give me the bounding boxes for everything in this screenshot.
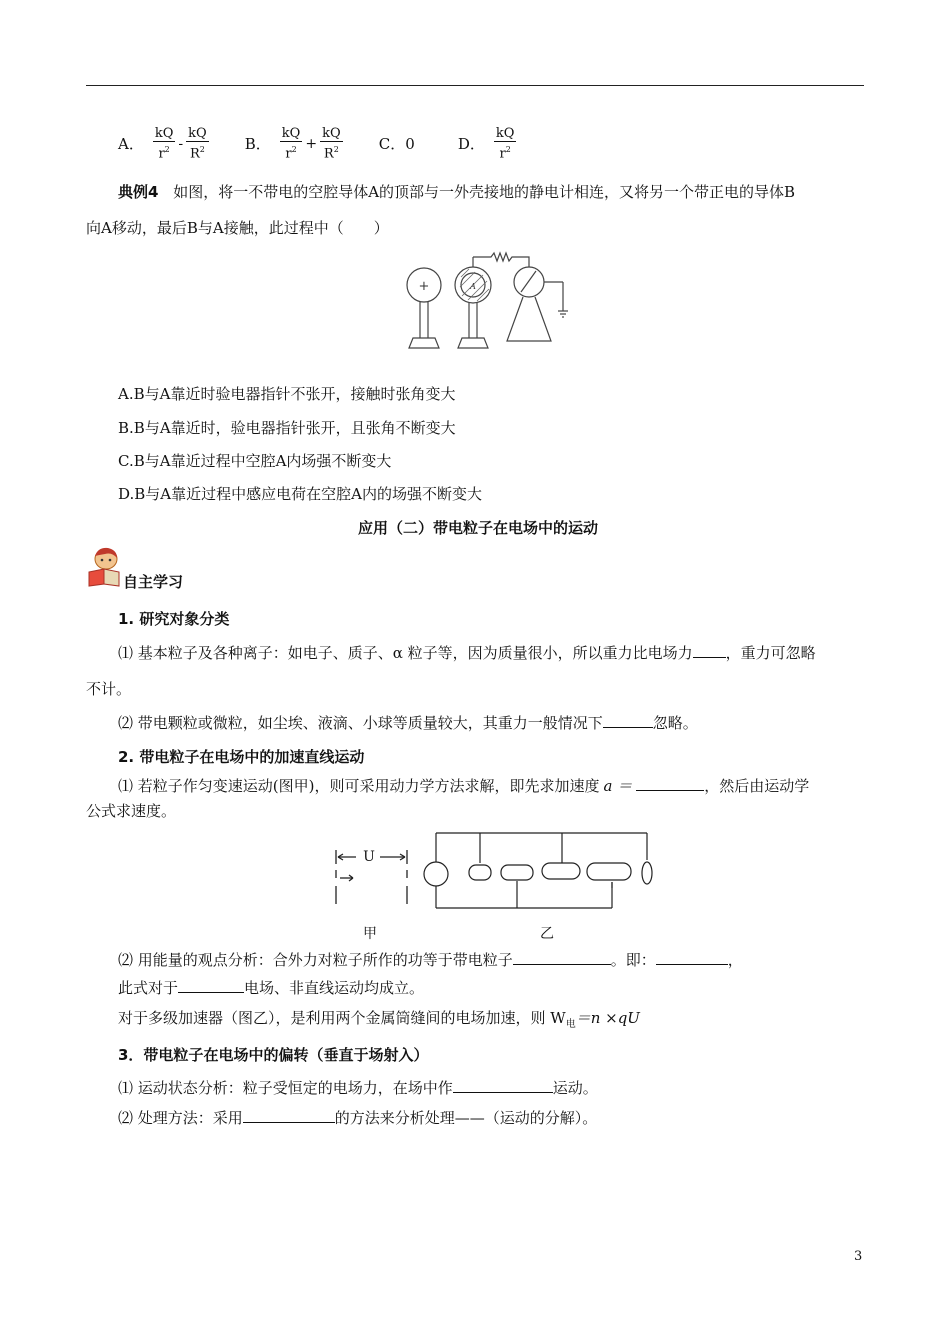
label-u: U xyxy=(363,849,375,865)
choice-c: C.B与A靠近过程中空腔A内场强不断变大 xyxy=(118,452,392,470)
option-c xyxy=(379,133,423,154)
label-yi: 乙 xyxy=(540,926,554,942)
answer-blank[interactable] xyxy=(603,713,653,728)
choice-d: D.B与A靠近过程中感应电荷在空腔A内的场强不断变大 xyxy=(118,485,482,503)
option-d xyxy=(458,126,518,161)
answer-blank[interactable] xyxy=(453,1078,553,1093)
answer-blank[interactable] xyxy=(656,950,728,965)
paragraph-1-line1: ⑴ 基本粒子及各种离子：如电子、质子、α 粒子等，因为质量很小，所以重力比电场力 ，重力可忽略 xyxy=(118,644,816,662)
choice-a: A.B与A靠近时验电器指针不张开，接触时张角变大 xyxy=(118,385,456,403)
label-a: A xyxy=(470,282,476,291)
option-a: A． $\frac{kQ}{r^2}$ - $\frac{kQ}{R^2}$ xyxy=(118,126,207,162)
answer-blank[interactable] xyxy=(693,643,726,658)
option-d-label: D． xyxy=(457,135,485,154)
fraction: $\frac{kQ}{R^2}$ xyxy=(322,126,341,162)
heading-2: 2. 带电粒子在电场中的加速直线运动 xyxy=(118,748,365,766)
answer-blank[interactable] xyxy=(513,950,611,965)
heading-1: 1. 研究对象分类 xyxy=(118,610,230,628)
paragraph-1-line2: 不计。 xyxy=(86,680,132,698)
section-title: 应用（二）带电粒子在电场中的运动 xyxy=(358,519,599,537)
self-study-label: 自主学习 xyxy=(123,573,184,591)
answer-blank[interactable] xyxy=(178,978,244,993)
example4-line1 xyxy=(118,182,795,202)
header-rule xyxy=(86,85,864,86)
paragraph-6: 对于多级加速器（图乙），是利用两个金属筒缝间的电场加速，则 $W_电=n \times qU$ xyxy=(118,1009,640,1030)
paragraph-7: ⑴ 运动状态分析：粒子受恒定的电场力，在场中作 运动。 xyxy=(118,1079,598,1097)
paragraph-5: 此式对于 电场、非直线运动均成立。 xyxy=(118,979,425,997)
answer-blank[interactable] xyxy=(636,776,704,791)
paragraph-3-line2: 公式求速度。 xyxy=(86,802,177,820)
figure-electroscope xyxy=(403,244,573,356)
fraction: $\frac{kQ}{r^2}$ xyxy=(281,126,301,162)
example4-label: 典例4 xyxy=(118,183,159,201)
fraction: $\frac{kQ}{R^2}$ xyxy=(188,126,207,162)
option-a-label: A． xyxy=(118,135,144,154)
plus-sign: + xyxy=(418,279,430,294)
option-b-label: B． xyxy=(244,135,271,154)
spring-wire xyxy=(473,253,529,267)
ion-source xyxy=(424,862,448,886)
paragraph-2: ⑵ 带电颗粒或微粒，如尘埃、液滴、小球等质量较大，其重力一般情况下 忽略。 xyxy=(118,714,698,732)
page-number: 3 xyxy=(854,1249,863,1264)
heading-3: 3．带电粒子在电场中的偏转（垂直于场射入） xyxy=(118,1046,429,1064)
choice-b: B.B与A靠近时，验电器指针张开，且张角不断变大 xyxy=(118,419,456,437)
option-b: B． $\frac{kQ}{r^2}$ + $\frac{kQ}{R^2}$ xyxy=(244,126,341,162)
figure-accelerators xyxy=(328,828,658,946)
paragraph-3-line1: ⑴ 若粒子作匀变速运动(图甲)，则可采用动力学方法求解，即先求加速度 a ＝ ，然后由运动学 xyxy=(118,777,810,795)
fraction: $\frac{kQ}{r^2}$ xyxy=(154,126,174,162)
paragraph-8: ⑵ 处理方法：采用 的方法来分析处理——（运动的分解）。 xyxy=(118,1109,598,1127)
label-jia: 甲 xyxy=(363,926,377,942)
paragraph-4: ⑵ 用能量的观点分析：合外力对粒子所作的功等于带电粒子 。即： ， xyxy=(118,951,743,969)
option-c-label: C．0 xyxy=(378,135,415,154)
options-row xyxy=(118,126,547,161)
fraction: $\frac{kQ}{r^2}$ xyxy=(495,126,515,162)
electrometer-case xyxy=(514,267,544,297)
example4-text1: 如图，将一不带电的空腔导体A的顶部与一外壳接地的静电计相连，又将另一个带正电的导体B xyxy=(173,183,796,201)
answer-blank[interactable] xyxy=(243,1108,335,1123)
reading-child-icon xyxy=(86,546,122,588)
example4-line2: 向A移动，最后B与A接触，此过程中（ ） xyxy=(86,219,389,237)
